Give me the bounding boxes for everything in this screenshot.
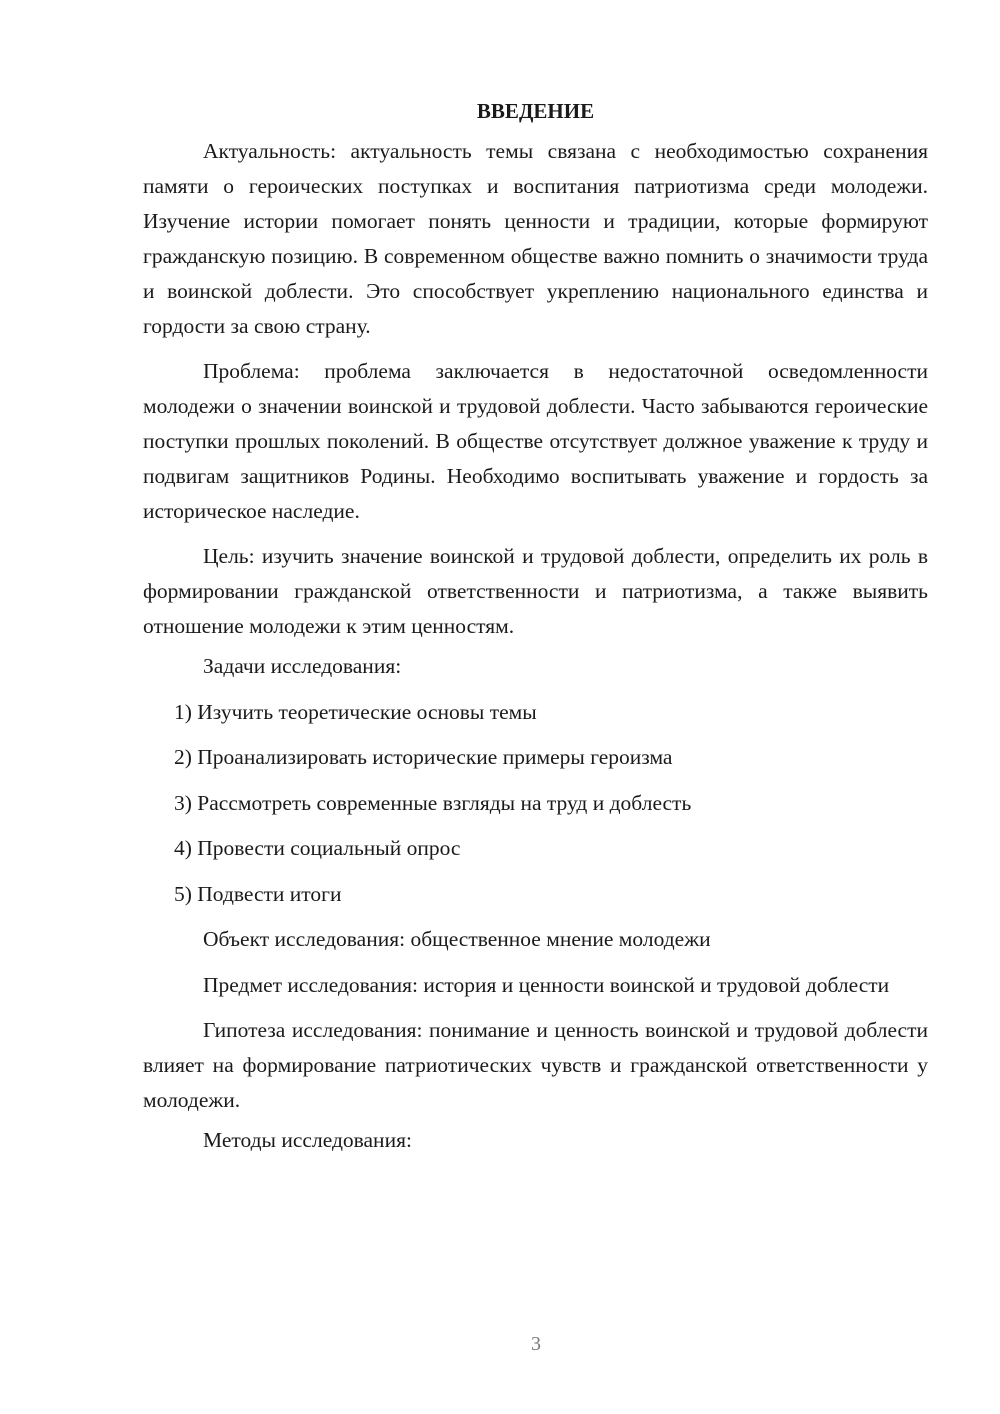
hypothesis-paragraph: Гипотеза исследования: понимание и ценность воинской и трудовой доблести влияет на формирование патриотических чувств и гражданской ответственности у молодежи.: [143, 1017, 928, 1112]
object-line: Объект исследования: общественное мнение молодежи: [203, 927, 711, 951]
problem-paragraph: Проблема: проблема заключается в недостаточной осведомленности молодежи о значении воинской и трудовой доблести. Часто забываются героические поступки прошлых поколений. В обществе отсутствует должное уважение к труду и подвигам защитников Родины. Необходимо воспитывать уважение и гордость за историческое наследие.: [143, 359, 928, 523]
methods-heading: Методы исследования:: [203, 1127, 412, 1152]
document-page: [143, 88, 928, 1163]
page-number: 3: [531, 1333, 541, 1355]
task-item: 3) Рассмотреть современные взгляды на труд и доблесть: [174, 790, 692, 815]
task-item: 4) Провести социальный опрос: [174, 836, 461, 860]
task-item: 2) Проанализировать исторические примеры героизма: [174, 745, 673, 769]
task-item: 1) Изучить теоретические основы темы: [174, 699, 537, 724]
subject-paragraph: Предмет исследования: история и ценности воинской и трудовой доблести: [203, 972, 890, 997]
section-title: ВВЕДЕНИЕ: [476, 99, 595, 123]
relevance-paragraph: Актуальность: актуальность темы связана с необходимостью сохранения памяти о героических поступках и воспитания патриотизма среди молодежи. Изучение истории помогает понять ценности и традиции, которые формируют гражданскую позицию. В современном обществе важно помнить о значимости труда и воинской доблести. Это способствует укреплению национального единства и гордости за свою страну.: [143, 139, 928, 338]
tasks-list: [143, 690, 928, 918]
tasks-heading: Задачи исследования:: [203, 654, 402, 678]
goal-paragraph: Цель: изучить значение воинской и трудовой доблести, определить их роль в формировании гражданской ответственности и патриотизма, а также выявить отношение молодежи к этим ценностям.: [143, 544, 928, 638]
task-item: 5) Подвести итоги: [174, 881, 342, 906]
